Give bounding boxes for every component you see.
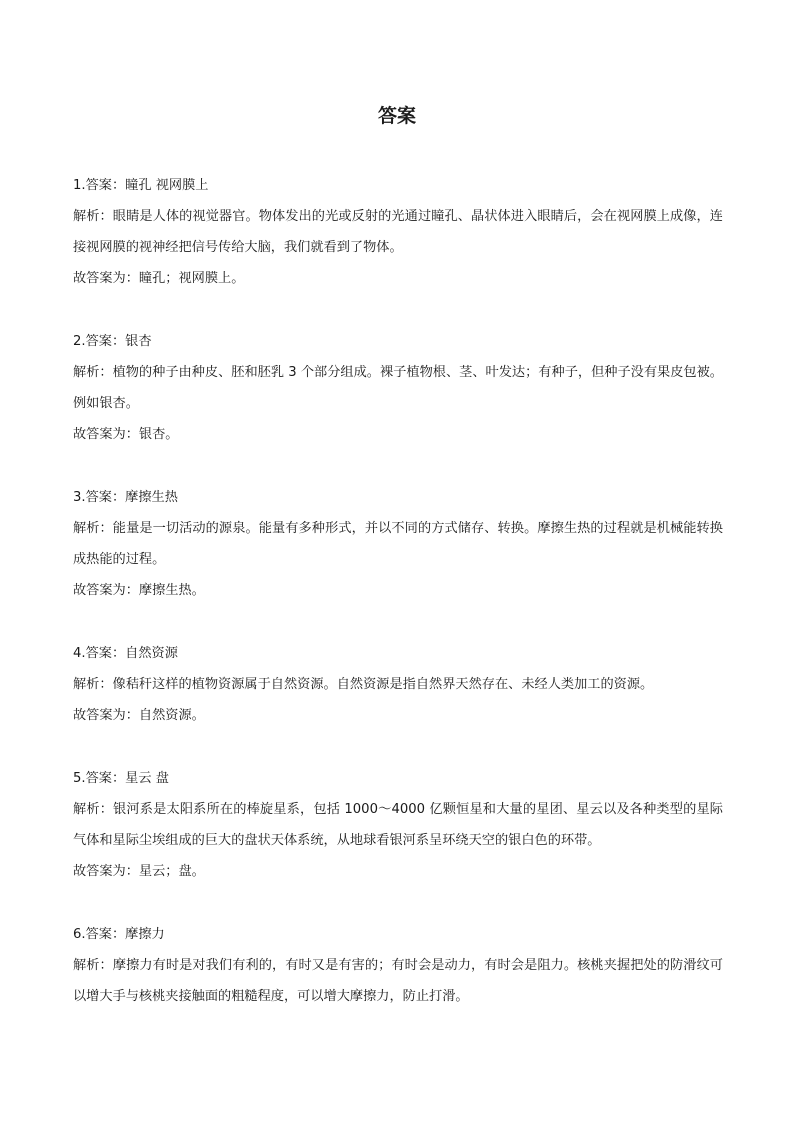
page-title: 答案 bbox=[377, 105, 416, 127]
answer-line: 5.答案：星云 盘 bbox=[73, 771, 169, 786]
answer-item-3 bbox=[73, 482, 723, 606]
analysis-text: 解析：能量是一切活动的源泉。能量有多种形式，并以不同的方式储存、转换。摩擦生热的过程就是机械能转换成热能的过程。 bbox=[73, 521, 723, 567]
conclusion-line: 故答案为：瞳孔；视网膜上。 bbox=[73, 271, 245, 286]
answer-item-2 bbox=[73, 326, 723, 450]
answer-line: 1.答案：瞳孔 视网膜上 bbox=[73, 178, 209, 193]
answer-line: 4.答案：自然资源 bbox=[73, 646, 178, 661]
answer-item-5 bbox=[73, 763, 723, 887]
answer-line: 2.答案：银杏 bbox=[73, 334, 152, 349]
conclusion-line: 故答案为：银杏。 bbox=[73, 427, 179, 442]
analysis-text: 解析：植物的种子由种皮、胚和胚乳 3 个部分组成。裸子植物根、茎、叶发达；有种子，但种子没有果皮包被。例如银杏。 bbox=[73, 365, 723, 411]
analysis-text: 解析：银河系是太阳系所在的棒旋星系，包括 1000～4000 亿颗恒星和大量的星团、星云以及各种类型的星际气体和星际尘埃组成的巨大的盘状天体系统，从地球看银河系呈环绕天空的银白色的环带。 bbox=[73, 802, 723, 848]
answer-item-1 bbox=[73, 170, 723, 294]
answer-line: 3.答案：摩擦生热 bbox=[73, 490, 178, 505]
analysis-text: 解析：眼睛是人体的视觉器官。物体发出的光或反射的光通过瞳孔、晶状体进入眼睛后，会在视网膜上成像，连接视网膜的视神经把信号传给大脑，我们就看到了物体。 bbox=[73, 209, 723, 255]
conclusion-line: 故答案为：自然资源。 bbox=[73, 708, 205, 723]
conclusion-line: 故答案为：摩擦生热。 bbox=[73, 583, 205, 598]
answer-item-6 bbox=[73, 919, 723, 1012]
conclusion-line: 故答案为：星云；盘。 bbox=[73, 864, 205, 879]
answer-list bbox=[73, 170, 723, 1044]
answer-line: 6.答案：摩擦力 bbox=[73, 927, 165, 942]
answer-item-4 bbox=[73, 638, 723, 731]
analysis-text: 解析：摩擦力有时是对我们有利的，有时又是有害的；有时会是动力，有时会是阻力。核桃夹握把处的防滑纹可以增大手与核桃夹接触面的粗糙程度，可以增大摩擦力，防止打滑。 bbox=[73, 958, 723, 1004]
analysis-text: 解析：像秸秆这样的植物资源属于自然资源。自然资源是指自然界天然存在、未经人类加工的资源。 bbox=[73, 677, 654, 692]
